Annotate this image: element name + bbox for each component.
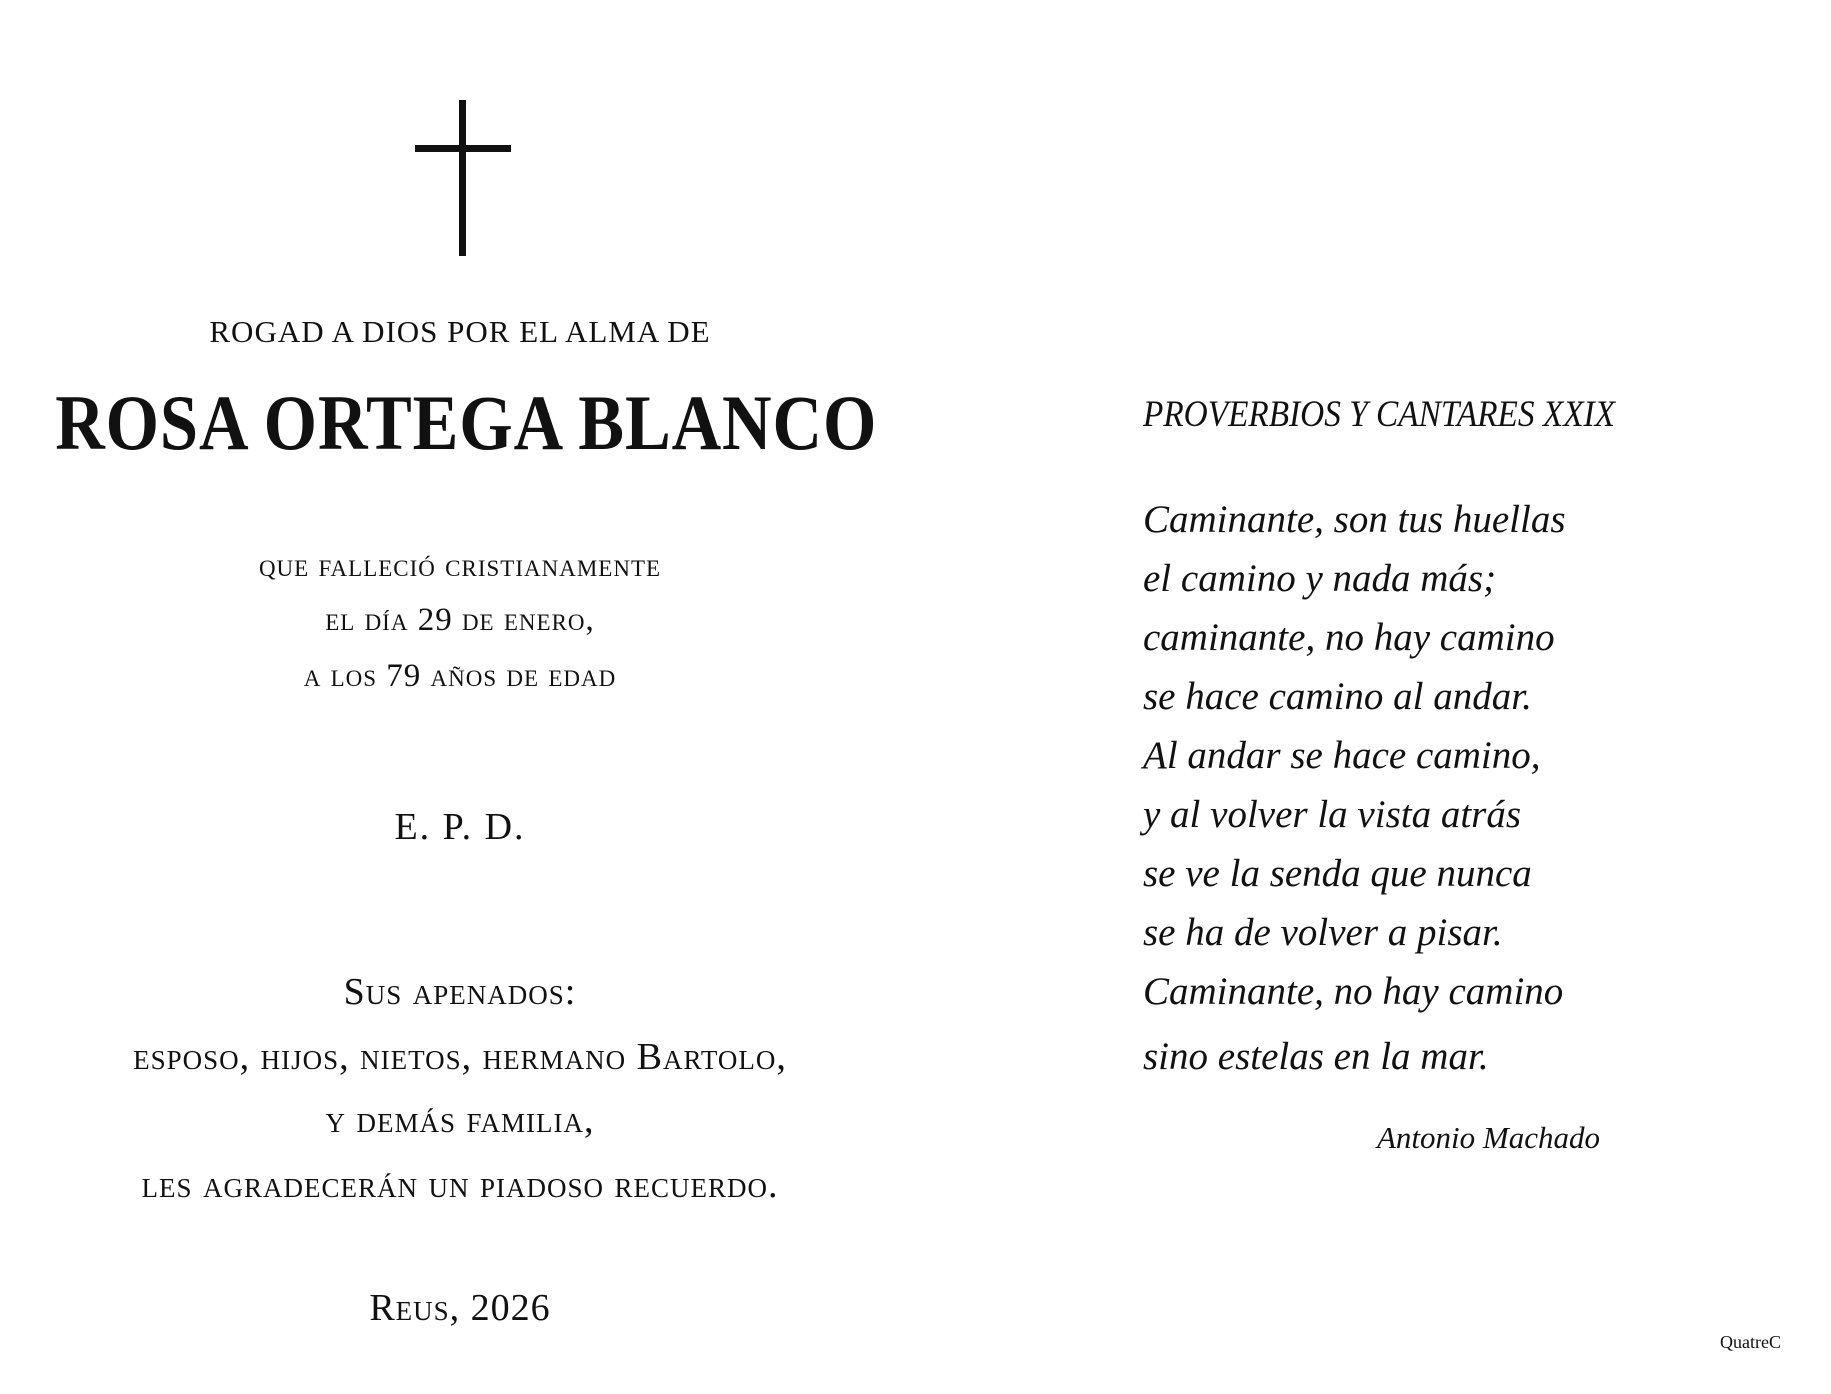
poem-line: caminante, no hay camino [1143, 616, 1555, 659]
death-line-1: que falleció cristianamente [258, 548, 662, 584]
pray-line: ROGAD A DIOS POR EL ALMA DE [209, 314, 711, 349]
latin-cross-icon [415, 100, 511, 258]
poem-line: se hace camino al andar. [1143, 675, 1532, 718]
family-heading: Sus apenados: [343, 971, 577, 1013]
family-line-3: les agradecerán un piadoso recuerdo. [141, 1164, 779, 1206]
poem-line: Al andar se hace camino, [1143, 734, 1541, 777]
family-line-2: y demás familia, [325, 1099, 595, 1141]
card-right-panel [1143, 0, 1793, 1394]
poem-line: el camino y nada más; [1143, 557, 1497, 600]
printer-mark: QuatreC [1720, 1332, 1781, 1352]
poem-title: PROVERBIOS Y CANTARES XXIX [1143, 394, 1615, 435]
death-line-2: el día 29 de enero, [325, 602, 595, 638]
poem [1143, 490, 1566, 1086]
cross-vertical-bar [459, 100, 466, 256]
death-line-3: a los 79 años de edad [303, 658, 617, 694]
cross-horizontal-bar [415, 145, 511, 152]
family-line-1: esposo, hijos, nietos, hermano Bartolo, [133, 1036, 787, 1078]
poem-line: sino estelas en la mar. [1143, 1035, 1489, 1078]
poem-line: Caminante, no hay camino [1143, 970, 1564, 1013]
epd-abbreviation: E. P. D. [394, 806, 526, 848]
place-year: Reus, 2026 [369, 1287, 551, 1329]
poem-line: y al volver la vista atrás [1143, 793, 1522, 836]
poem-line: se ha de volver a pisar. [1143, 911, 1503, 954]
poem-author: Antonio Machado [1377, 1120, 1600, 1155]
poem-line: Caminante, son tus huellas [1143, 498, 1566, 541]
poem-line: se ve la senda que nunca [1143, 852, 1532, 895]
deceased-name: ROSA ORTEGA BLANCO [55, 379, 878, 466]
